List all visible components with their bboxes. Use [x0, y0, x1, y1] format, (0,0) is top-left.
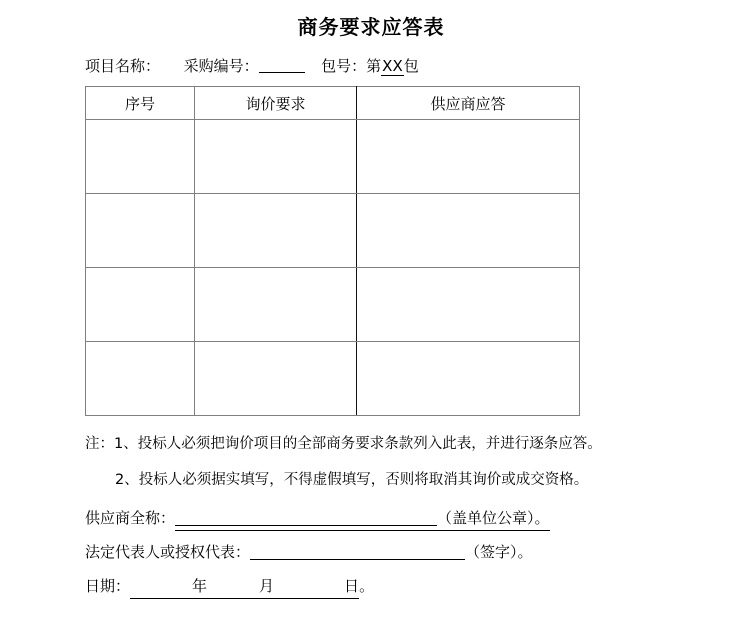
legal-representative-line: [85, 541, 533, 563]
date-period: 。: [359, 577, 375, 595]
cell-response[interactable]: [357, 342, 580, 416]
package-number-label: 包号：第: [321, 57, 382, 75]
cell-response[interactable]: [357, 120, 580, 194]
table-row[interactable]: [86, 120, 580, 194]
note-item-1: 注：1、投标人必须把询价项目的全部商务要求条款列入此表，并进行逐条应答。: [85, 436, 602, 452]
table-row[interactable]: [86, 342, 580, 416]
supplier-name-line: [85, 507, 550, 531]
table-row[interactable]: [86, 194, 580, 268]
cell-serial[interactable]: [86, 342, 195, 416]
package-number-value[interactable]: XX: [382, 57, 403, 75]
note-item-2: 2、投标人必须据实填写，不得虚假填写，否则将取消其询价或成交资格。: [115, 472, 589, 488]
date-line: [85, 575, 374, 599]
column-header-response: 供应商应答: [357, 87, 580, 120]
date-field-group[interactable]: [130, 575, 359, 599]
business-requirement-response-table: [85, 86, 580, 416]
page-title: 商务要求应答表: [297, 15, 445, 39]
column-header-serial: 序号: [86, 87, 195, 120]
legal-representative-label: 法定代表人或授权代表：: [85, 543, 251, 561]
cell-requirement[interactable]: [195, 342, 357, 416]
cell-serial[interactable]: [86, 194, 195, 268]
project-name-label: 项目名称：: [85, 57, 161, 75]
table-row[interactable]: [86, 268, 580, 342]
cell-requirement[interactable]: [195, 120, 357, 194]
date-month-unit: 月: [259, 577, 275, 595]
supplier-name-label: 供应商全称：: [85, 509, 176, 527]
column-header-requirement: 询价要求: [195, 87, 357, 120]
supplier-name-field-group: [175, 507, 550, 531]
cell-requirement[interactable]: [195, 268, 357, 342]
package-number-suffix: 包: [403, 57, 419, 75]
purchase-number-label: 采购编号：: [183, 57, 259, 75]
supplier-name-field[interactable]: [175, 510, 437, 526]
date-label: 日期：: [85, 577, 131, 595]
date-year-unit: 年: [192, 577, 208, 595]
cell-response[interactable]: [357, 268, 580, 342]
cell-response[interactable]: [357, 194, 580, 268]
legal-representative-field[interactable]: [250, 544, 465, 560]
date-day-unit: 日: [344, 577, 360, 595]
cell-requirement[interactable]: [195, 194, 357, 268]
header-meta-line: [85, 55, 419, 77]
legal-representative-sign-note: （签字）。: [465, 543, 533, 561]
table-header-row: [86, 87, 580, 120]
purchase-number-field[interactable]: [259, 58, 305, 73]
cell-serial[interactable]: [86, 268, 195, 342]
supplier-seal-note: （盖单位公章）。: [437, 509, 550, 527]
cell-serial[interactable]: [86, 120, 195, 194]
